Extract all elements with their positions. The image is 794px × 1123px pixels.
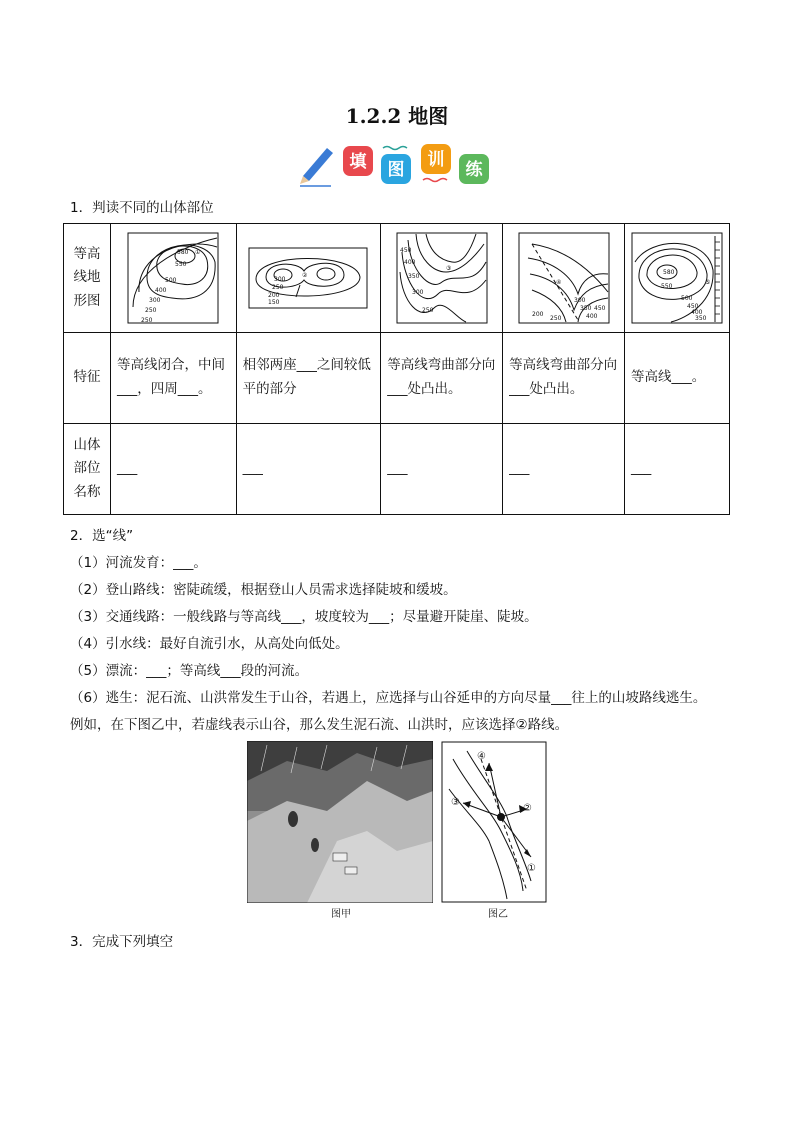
q2-item: （3）交通线路：一般线路与等高线___，坡度较为___；尽量避开陡崖、陡坡。 [70,609,538,625]
svg-text:350: 350 [694,315,707,322]
svg-text:400: 400 [155,287,167,294]
svg-text:②: ② [523,803,532,814]
svg-text:350: 350 [579,305,591,312]
svg-text:550: 550 [660,283,673,290]
svg-text:580: 580 [662,269,675,276]
map-cell-2 [236,224,381,333]
map-cell-1 [111,224,237,333]
banner-char: 填 [349,152,367,172]
feature-cell: 等高线弯曲部分向___处凸出。 [503,333,625,424]
svg-text:③: ③ [451,797,460,808]
svg-text:①: ① [195,249,201,256]
pencil-icon [300,148,333,186]
svg-text:400: 400 [690,309,703,316]
q2-item: （4）引水线：最好自流引水，从高处向低处。 [70,636,349,652]
svg-text:④: ④ [477,751,486,762]
figure-b-escape-routes [441,741,547,903]
svg-text:250: 250 [421,307,434,314]
row-label-map: 等高 线地 形图 [64,224,111,333]
row-label-feature: 特征 [64,333,111,424]
contour-map-valley [518,232,610,324]
svg-text:450: 450 [399,247,412,254]
svg-text:④: ④ [555,279,561,286]
svg-text:350: 350 [407,273,420,280]
map-cell-4 [503,224,625,333]
q3-heading: 3．完成下列填空 [70,934,174,950]
map-cell-3 [381,224,503,333]
q2-item: （5）漂流：___；等高线___段的河流。 [70,663,309,679]
q2-item: （6）逃生：泥石流、山洪常发生于山谷，若遇上，应选择与山谷延申的方向尽量___往上的山坡路线逃生。 [70,690,707,706]
feature-cell: 等高线弯曲部分向___处凸出。 [381,333,503,424]
banner-char: 图 [387,160,405,180]
svg-text:250: 250 [549,315,561,322]
feature-cell: 等高线闭合，中间___，四周___。 [111,333,237,424]
contour-map-cliff [631,232,723,324]
title-banner [297,142,497,188]
answer-blank: ___ [236,424,381,515]
q2-item: （2）登山路线：密陡疏缓，根据登山人员需求选择陡坡和缓坡。 [70,582,457,598]
page-title: 1.2.2 地图 [345,104,449,128]
contour-map-peak [127,232,219,324]
answer-blank: ___ [624,424,729,515]
svg-text:300: 300 [274,276,286,283]
svg-text:200: 200 [531,311,543,318]
answer-blank: ___ [503,424,625,515]
feature-cell: 相邻两座___之间较低平的部分 [236,333,381,424]
svg-text:500: 500 [680,295,693,302]
answer-blank: ___ [381,424,503,515]
answer-blank: ___ [111,424,237,515]
svg-text:300: 300 [573,297,585,304]
svg-text:①: ① [527,863,536,874]
svg-text:500: 500 [165,277,177,284]
q2-item: （1）河流发育：___。 [70,555,207,571]
svg-text:300: 300 [149,297,161,304]
contour-map-saddle [248,247,368,309]
svg-text:450: 450 [686,303,699,310]
row-label-name: 山体 部位 名称 [64,424,111,515]
svg-text:250: 250 [272,284,284,291]
svg-text:②: ② [302,272,308,279]
svg-text:③: ③ [445,265,452,272]
svg-text:450: 450 [593,305,605,312]
q2-heading: 2．选“线” [70,528,134,544]
feature-cell: 等高线___。 [624,333,729,424]
svg-text:250: 250 [145,307,157,314]
svg-text:⑤: ⑤ [704,279,711,286]
terrain-table [63,223,730,515]
svg-text:250: 250 [141,317,153,324]
q1-heading: 1．判读不同的山体部位 [70,200,214,216]
svg-text:200: 200 [268,292,280,299]
svg-text:150: 150 [268,299,280,306]
svg-text:300: 300 [411,289,424,296]
banner-char: 训 [427,150,445,170]
figure-a-mudslide-image [247,741,433,903]
figure-a-caption: 图甲 [331,909,351,920]
figure-b-caption: 图乙 [488,909,508,920]
svg-text:550: 550 [175,261,187,268]
svg-text:400: 400 [585,313,597,320]
svg-text:580: 580 [177,249,189,256]
map-cell-5 [624,224,729,333]
contour-map-ridge [396,232,488,324]
svg-text:400: 400 [403,259,416,266]
banner-char: 练 [465,160,483,180]
q2-item: 例如，在下图乙中，若虚线表示山谷，那么发生泥石流、山洪时，应该选择②路线。 [70,717,569,733]
